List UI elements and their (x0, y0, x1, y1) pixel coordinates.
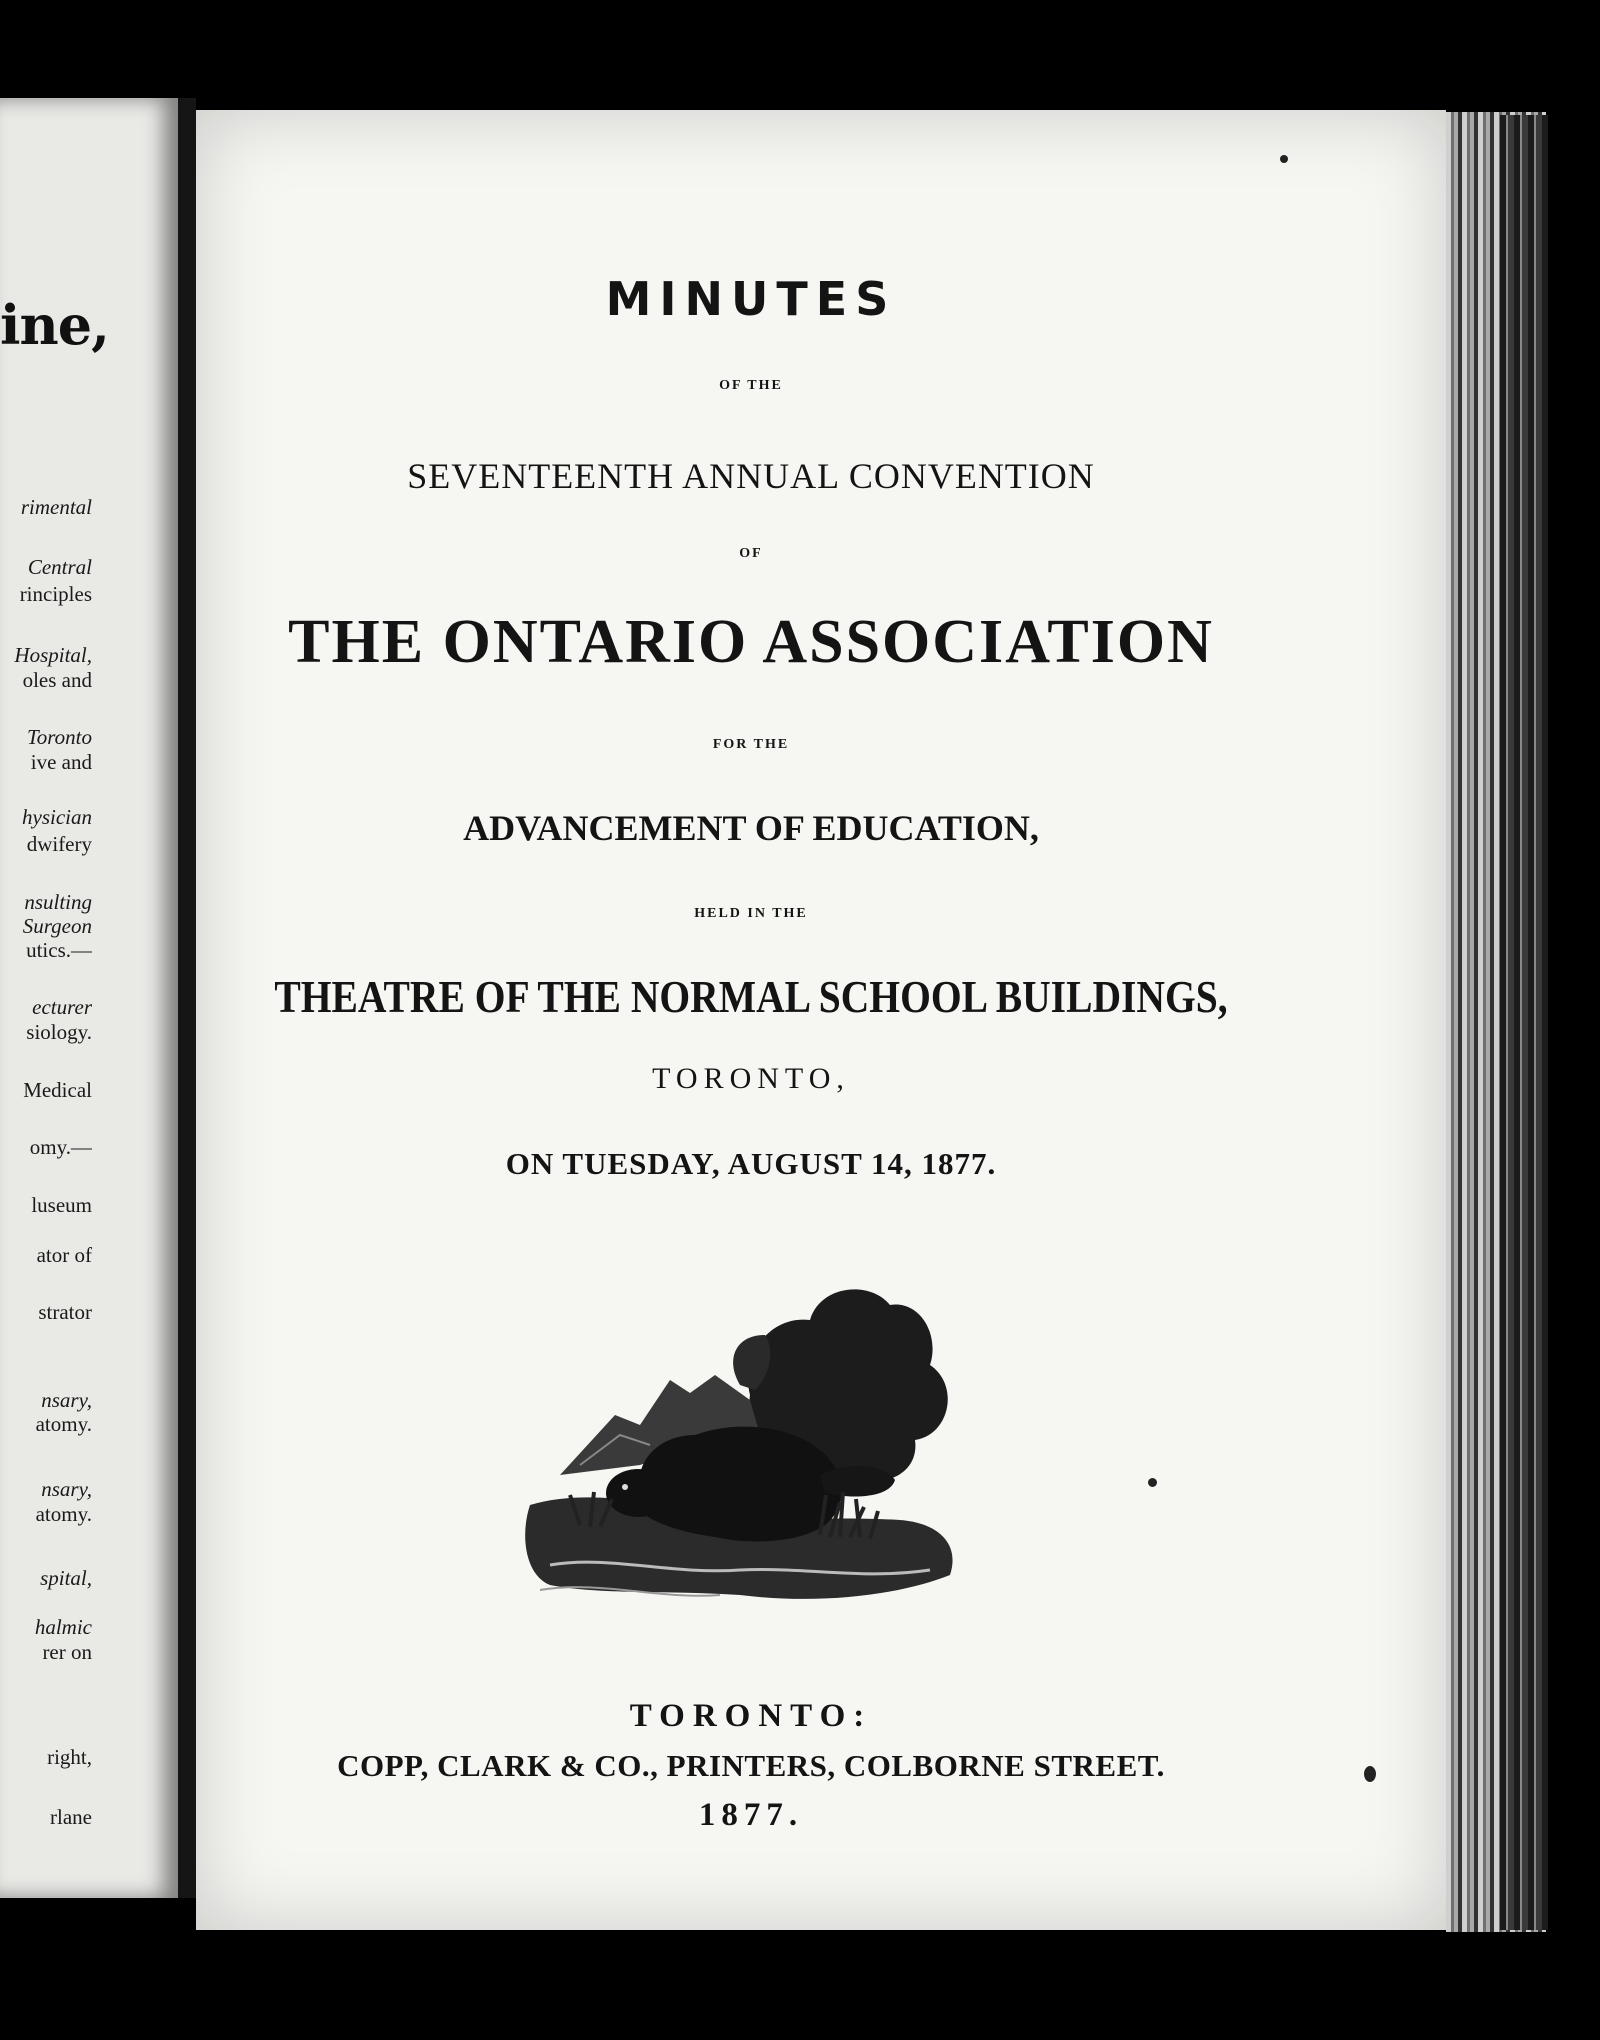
imprint-year: 1877. (698, 1797, 804, 1833)
date-line: ON TUESDAY, AUGUST 14, 1877. (505, 1146, 997, 1181)
left-page-text-fragment: ecturer (32, 995, 92, 1019)
beaver-vignette-illustration (520, 1275, 970, 1625)
beaver-head (606, 1469, 670, 1517)
left-page-text-fragment: nsary, (41, 1388, 92, 1412)
left-page-text-fragment: spital, (40, 1566, 92, 1590)
page-edges-dark (1500, 115, 1548, 1930)
left-page-text-fragment: siology. (26, 1020, 92, 1044)
left-page-text-fragment: luseum (31, 1193, 92, 1217)
left-page-text-fragment: Medical (23, 1078, 92, 1102)
left-page-text-fragment: halmic (34, 1615, 92, 1639)
left-page-text-fragment: ive and (30, 750, 92, 774)
book-gutter (178, 98, 196, 1898)
ink-speck (1148, 1478, 1157, 1487)
for-the-line: FOR THE (712, 737, 790, 752)
held-in-the-line: HELD IN THE (694, 906, 808, 921)
ink-speck (1280, 155, 1288, 163)
left-page-text-fragment: omy.— (29, 1135, 92, 1159)
left-page-text-fragment: Surgeon (22, 914, 92, 938)
ink-speck (1364, 1766, 1376, 1782)
imprint-city: TORONTO: (629, 1698, 873, 1734)
left-page-text-fragment: Central (27, 555, 92, 579)
left-page-text-fragment: rimental (20, 495, 92, 519)
convention-line: SEVENTEENTH ANNUAL CONVENTION (407, 456, 1095, 496)
city-line: TORONTO, (652, 1062, 850, 1095)
beaver (639, 1427, 841, 1542)
left-page-text-fragment: rinciples (19, 582, 92, 606)
left-page-text-fragment: oles and (22, 668, 92, 692)
left-page-text-fragment: atomy. (35, 1502, 92, 1526)
left-page-heading-fragment: ine, (0, 293, 109, 357)
of-line: OF (739, 546, 763, 561)
left-page-text-fragment: rlane (50, 1805, 92, 1829)
left-page-text-fragment: right, (47, 1745, 92, 1769)
left-page-text-fragment: Hospital, (14, 643, 92, 667)
left-facing-page (0, 98, 178, 1898)
left-page-text-fragment: nsulting (24, 890, 92, 914)
venue-line: THEATRE OF THE NORMAL SCHOOL BUILDINGS, (274, 971, 1228, 1022)
association-name: THE ONTARIO ASSOCIATION (288, 608, 1214, 676)
imprint-printers: COPP, CLARK & CO., PRINTERS, COLBORNE STREET. (337, 1748, 1165, 1783)
left-page-text-fragment: strator (38, 1300, 92, 1324)
advancement-line: ADVANCEMENT OF EDUCATION, (463, 808, 1039, 848)
left-page-text-fragment: atomy. (35, 1412, 92, 1436)
title-minutes: MINUTES (605, 272, 897, 326)
left-page-text-fragment: dwifery (26, 832, 92, 856)
left-page-text-fragment: rer on (42, 1640, 92, 1664)
of-the-line: OF THE (719, 378, 783, 393)
left-page-text-fragment: Toronto (27, 725, 92, 749)
left-page-text-fragment: utics.— (26, 938, 92, 962)
left-page-text-fragment: ator of (36, 1243, 92, 1267)
left-page-text-fragment: nsary, (41, 1477, 92, 1501)
left-page-text-fragment: hysician (22, 805, 92, 829)
